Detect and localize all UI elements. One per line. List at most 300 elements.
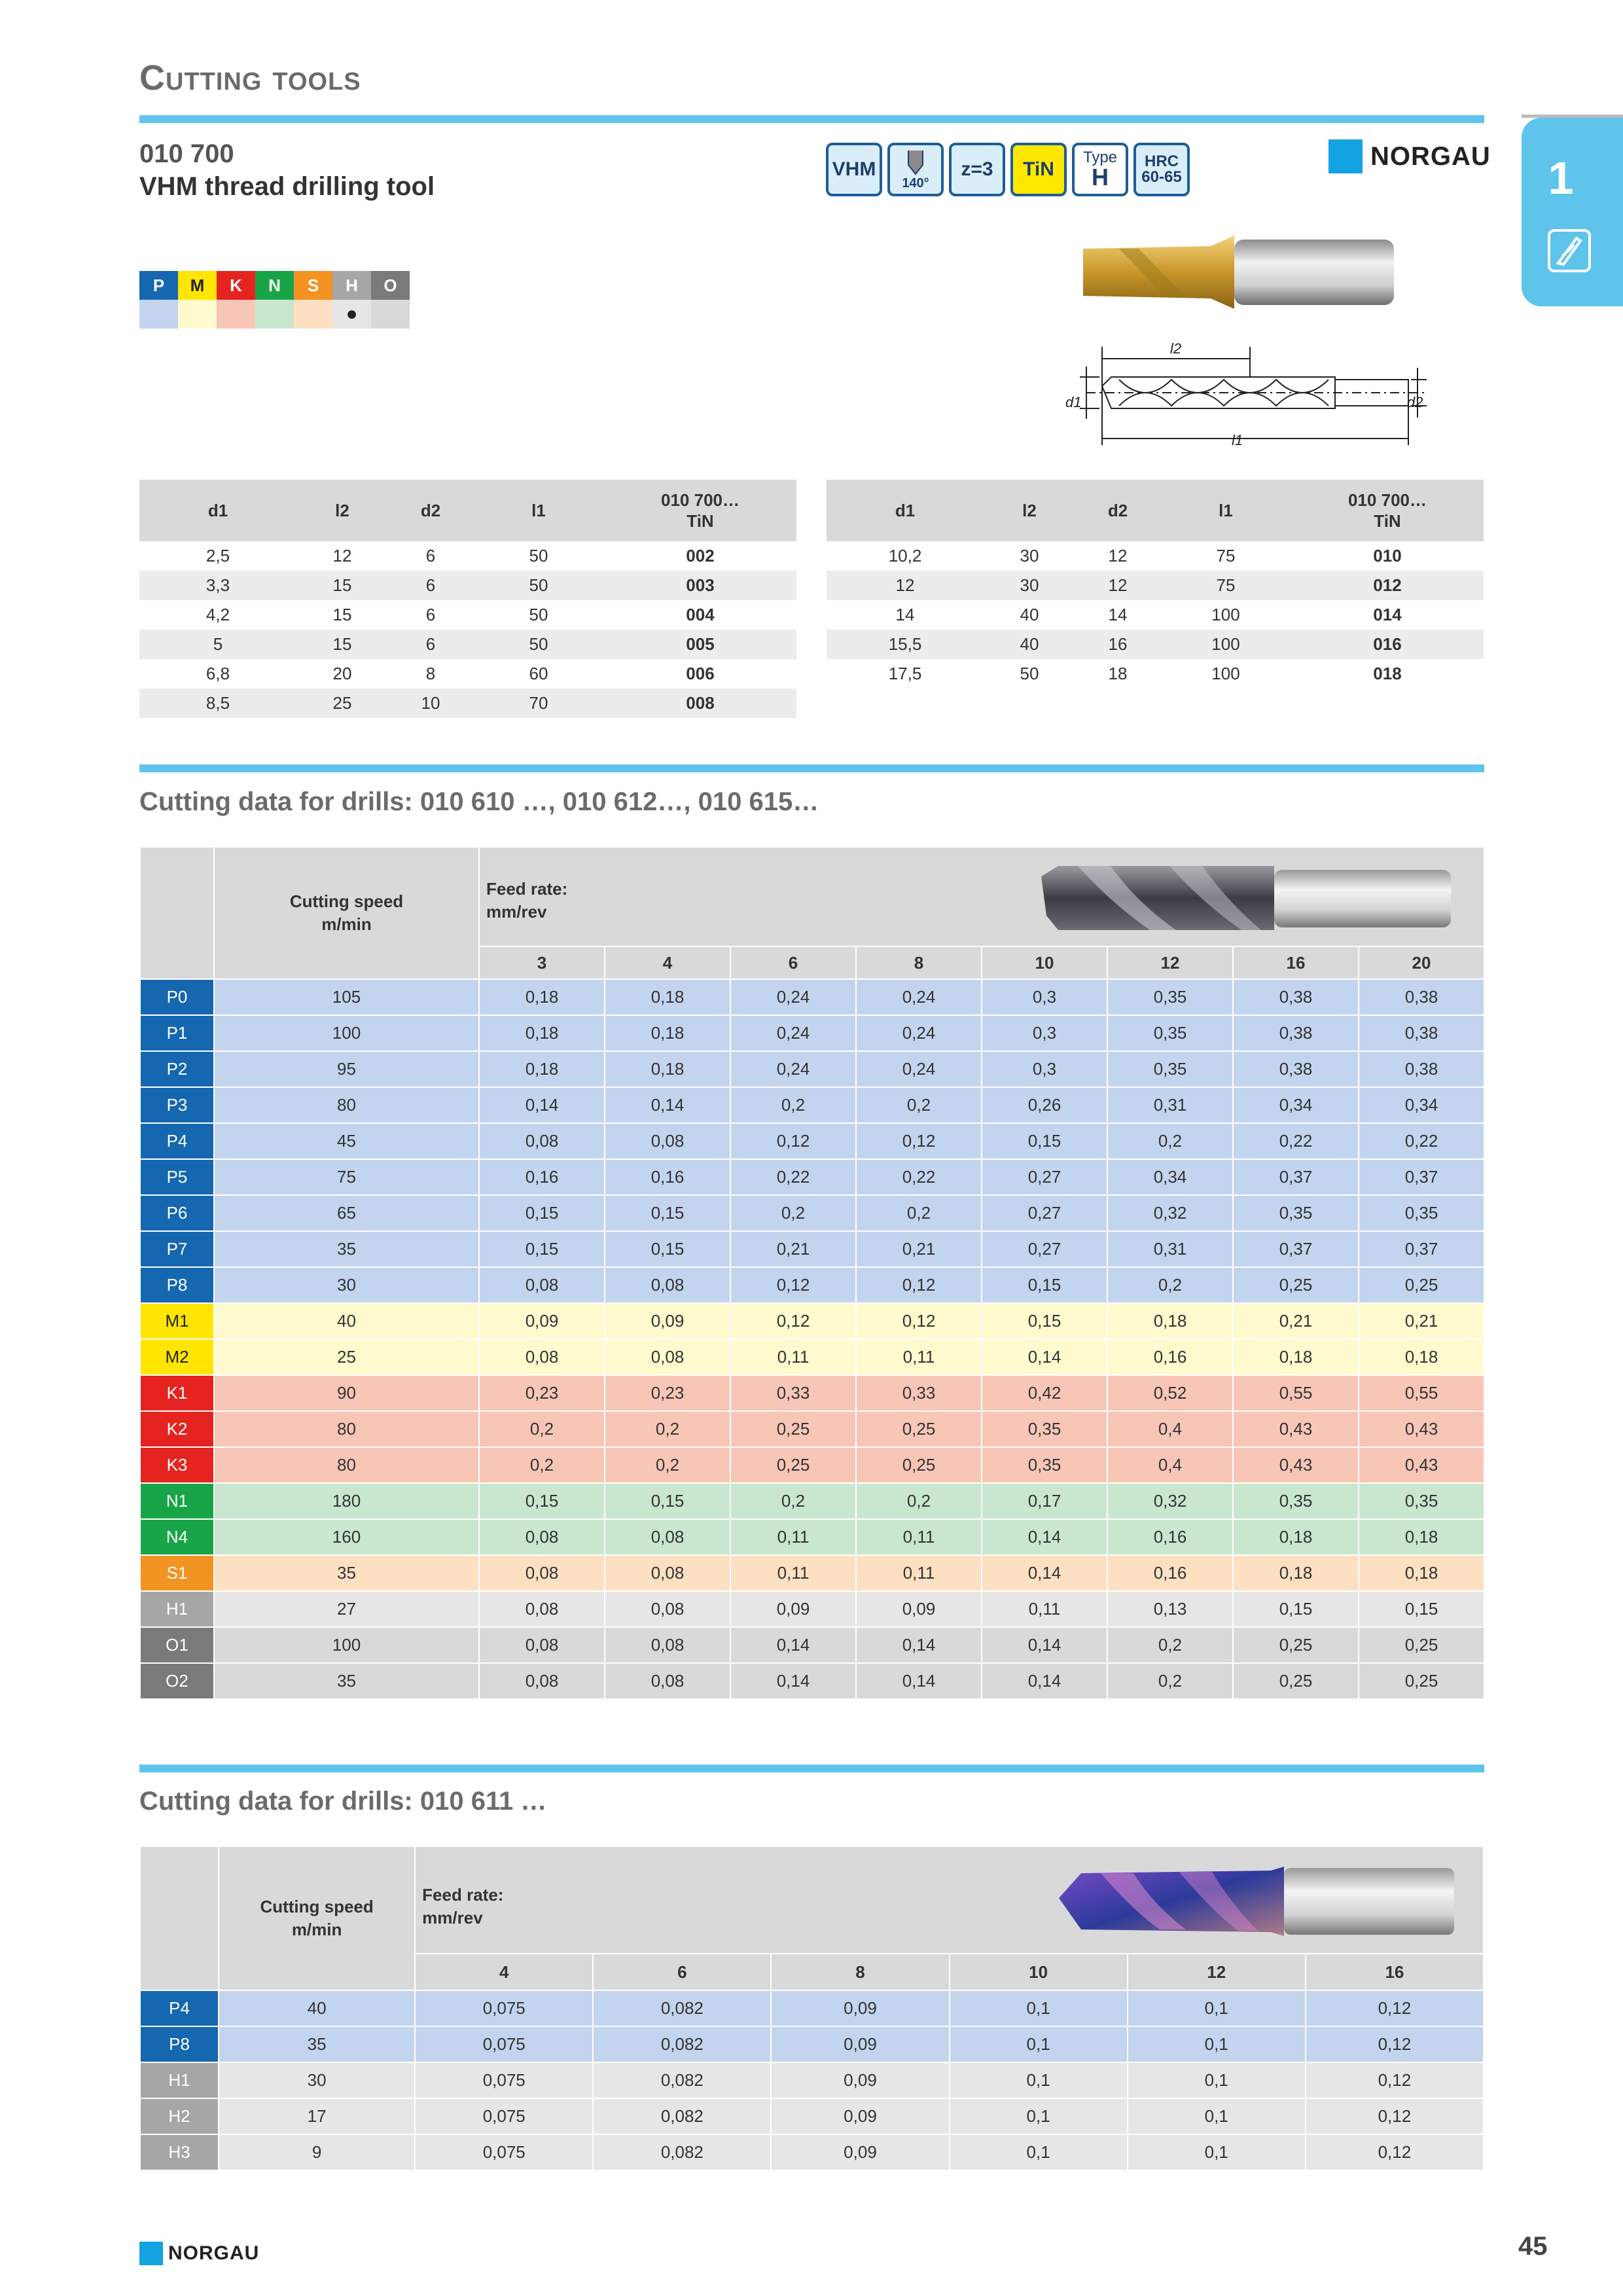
feed-rate-value: 0,24 [856, 1015, 982, 1051]
cutting-speed-value: 90 [214, 1375, 479, 1411]
feed-rate-value: 0,25 [856, 1411, 982, 1447]
feed-rate-value: 0,09 [771, 2134, 949, 2170]
material-group-K: K [217, 271, 255, 300]
feed-rate-value: 0,14 [730, 1627, 856, 1663]
feed-rate-value: 0,09 [479, 1303, 605, 1339]
material-code: K2 [140, 1411, 214, 1447]
cutting-speed-value: 17 [219, 2098, 415, 2134]
feed-rate-value: 0,43 [1359, 1447, 1484, 1483]
feed-rate-header [415, 1846, 1484, 1954]
diameter-header: 6 [593, 1954, 771, 1990]
feed-rate-value: 0,25 [1233, 1663, 1359, 1699]
feed-rate-value: 0,11 [730, 1555, 856, 1591]
material-code: P1 [140, 1015, 214, 1051]
size-value: 6 [425, 546, 436, 565]
dim-label-d1: d1 [1065, 394, 1082, 410]
feed-rate-value: 0,08 [605, 1555, 730, 1591]
order-code: 010 [1373, 546, 1402, 565]
chapter-tab[interactable] [1522, 118, 1623, 306]
feed-rate-value: 0,08 [479, 1123, 605, 1159]
feed-rate-value: 0,35 [1107, 1015, 1233, 1051]
feed-rate-value: 0,12 [730, 1123, 856, 1159]
header-rule [139, 115, 1484, 123]
feed-rate-value: 0,18 [1233, 1519, 1359, 1555]
feed-rate-value: 0,4 [1107, 1411, 1233, 1447]
feed-rate-value: 0,22 [856, 1159, 982, 1195]
feed-rate-unit: mm/rev [486, 902, 547, 922]
material-suitability-H [332, 300, 371, 329]
diameter-header: 20 [1359, 946, 1484, 979]
feed-rate-value: 0,17 [982, 1483, 1107, 1519]
feed-rate-value: 0,15 [1359, 1591, 1484, 1627]
order-code: 004 [686, 605, 715, 624]
size-value: 14 [895, 605, 915, 624]
feed-rate-value: 0,52 [1107, 1375, 1233, 1411]
cutting-speed-value: 35 [214, 1663, 479, 1699]
feed-rate-value: 0,25 [1359, 1663, 1484, 1699]
material-code: O1 [140, 1627, 214, 1663]
feed-rate-value: 0,12 [856, 1123, 982, 1159]
table-row [140, 1375, 1484, 1411]
table-row [140, 1015, 1484, 1051]
table-row [140, 1051, 1484, 1087]
section1-rule [139, 764, 1484, 772]
material-code: M2 [140, 1339, 214, 1375]
table-row [827, 600, 1484, 630]
cutting-speed-value: 75 [214, 1159, 479, 1195]
size-value: 25 [296, 689, 388, 718]
group-header-cell [140, 847, 214, 979]
feed-rate-value: 0,4 [1107, 1447, 1233, 1483]
cutting-speed-label: Cutting speed [260, 1896, 374, 1916]
feed-rate-value: 0,35 [1359, 1195, 1484, 1231]
diameter-header: 3 [479, 946, 605, 979]
material-suitability-S [294, 300, 332, 329]
section2-title: Cutting data for drills: 010 611 … [139, 1787, 547, 1816]
feed-rate-value: 0,14 [982, 1663, 1107, 1699]
table-row [140, 2026, 1484, 2062]
table-row [827, 571, 1484, 600]
feed-rate-value: 0,12 [730, 1267, 856, 1303]
badge-type-label: Type [1082, 149, 1118, 166]
feed-rate-value: 0,11 [856, 1555, 982, 1591]
size-value: 40 [984, 630, 1075, 659]
feed-rate-value: 0,27 [982, 1159, 1107, 1195]
feed-rate-value: 0,55 [1233, 1375, 1359, 1411]
feed-rate-value: 0,15 [605, 1483, 730, 1519]
feed-rate-value: 0,25 [1233, 1627, 1359, 1663]
feed-rate-value: 0,31 [1107, 1231, 1233, 1267]
feed-rate-value: 0,075 [415, 1990, 593, 2026]
feed-rate-value: 0,18 [1233, 1339, 1359, 1375]
cutting-speed-value: 100 [214, 1015, 479, 1051]
table-row [140, 1087, 1484, 1123]
material-suitability-K [217, 300, 255, 329]
feed-rate-value: 0,12 [1306, 2062, 1484, 2098]
table-row [140, 1339, 1484, 1375]
table-row [140, 1231, 1484, 1267]
feed-rate-value: 0,18 [479, 1015, 605, 1051]
size-value: 12 [827, 571, 984, 600]
size-value: 30 [984, 571, 1075, 600]
size-value: 4,2 [205, 605, 230, 624]
footer-brand-name: NORGAU [168, 2242, 260, 2264]
size-value: 100 [1160, 630, 1291, 659]
order-code: 012 [1291, 571, 1484, 600]
dimension-drawing [1060, 334, 1427, 465]
feed-rate-value: 0,38 [1359, 1015, 1484, 1051]
feed-rate-value: 0,2 [856, 1483, 982, 1519]
feed-rate-label: Feed rate: [486, 879, 568, 899]
material-code: K3 [140, 1447, 214, 1483]
material-code: H1 [140, 1591, 214, 1627]
badge-point-angle [887, 143, 944, 196]
order-code: 005 [604, 630, 796, 659]
col-l2: l2 [984, 480, 1075, 541]
feed-rate-value: 0,2 [479, 1447, 605, 1483]
size-value: 8 [425, 664, 436, 683]
order-code: 018 [1373, 664, 1402, 683]
feed-rate-value: 0,14 [982, 1555, 1107, 1591]
feed-rate-value: 0,25 [1359, 1267, 1484, 1303]
feed-rate-value: 0,1 [1128, 1990, 1306, 2026]
cutting-data-table-2 [139, 1846, 1484, 2171]
feed-rate-value: 0,35 [1107, 979, 1233, 1015]
cutting-speed-unit: m/min [321, 914, 372, 934]
page-number: 45 [1518, 2232, 1548, 2261]
size-value: 15 [296, 571, 388, 600]
size-value: 6 [388, 630, 473, 659]
feed-rate-value: 0,15 [982, 1303, 1107, 1339]
table-row [140, 1663, 1484, 1699]
cutting-speed-value: 160 [214, 1519, 479, 1555]
feed-rate-value: 0,35 [1359, 1483, 1484, 1519]
feed-rate-value: 0,21 [1233, 1303, 1359, 1339]
col-order-code-line1: 010 700… [1348, 490, 1427, 510]
cutting-data-table-1 [139, 846, 1485, 1700]
feed-rate-value: 0,3 [982, 1051, 1107, 1087]
feed-rate-value: 0,37 [1359, 1159, 1484, 1195]
feed-rate-value: 0,14 [982, 1627, 1107, 1663]
size-value: 50 [529, 605, 548, 624]
feed-rate-value: 0,09 [771, 2062, 949, 2098]
point-angle-icon [899, 149, 932, 175]
tool-photo [1080, 236, 1407, 309]
feed-rate-value: 0,24 [730, 979, 856, 1015]
size-value: 10,2 [888, 546, 922, 565]
table-row [140, 1483, 1484, 1519]
feed-rate-value: 0,09 [771, 1990, 949, 2026]
feed-rate-value: 0,38 [1359, 1051, 1484, 1087]
cutting-speed-value: 25 [214, 1339, 479, 1375]
feed-rate-value: 0,43 [1233, 1447, 1359, 1483]
feed-rate-value: 0,15 [605, 1231, 730, 1267]
size-value: 50 [473, 630, 604, 659]
drill-photo-1 [1039, 857, 1457, 938]
brand-square-icon [139, 2242, 163, 2265]
feed-rate-value: 0,34 [1359, 1087, 1484, 1123]
badge-hrc-value: 60-65 [1141, 168, 1182, 186]
material-group-N: N [255, 271, 294, 300]
feed-rate-value: 0,11 [856, 1519, 982, 1555]
order-code: 016 [1291, 630, 1484, 659]
feed-rate-value: 0,16 [605, 1159, 730, 1195]
feed-rate-label: Feed rate: [422, 1885, 504, 1905]
order-code: 006 [686, 664, 715, 683]
drill-photo-2 [1055, 1859, 1461, 1944]
table-row [140, 1411, 1484, 1447]
material-code: P3 [140, 1087, 214, 1123]
diameter-header: 12 [1107, 946, 1233, 979]
table-row [140, 2062, 1484, 2098]
table-row [139, 541, 796, 571]
feed-rate-value: 0,12 [856, 1303, 982, 1339]
feed-rate-value: 0,15 [605, 1195, 730, 1231]
feed-rate-value: 0,38 [1233, 1051, 1359, 1087]
diameter-header: 16 [1233, 946, 1359, 979]
feed-rate-value: 0,35 [1107, 1051, 1233, 1087]
material-code: P6 [140, 1195, 214, 1231]
feed-rate-value: 0,08 [605, 1663, 730, 1699]
feed-rate-value: 0,21 [730, 1231, 856, 1267]
feed-rate-value: 0,08 [605, 1627, 730, 1663]
badge-hrc-label: HRC [1145, 152, 1179, 170]
size-value: 15 [332, 605, 352, 624]
feed-rate-value: 0,082 [593, 1990, 771, 2026]
feed-rate-value: 0,18 [1359, 1519, 1484, 1555]
feed-rate-value: 0,31 [1107, 1087, 1233, 1123]
feed-rate-value: 0,09 [856, 1591, 982, 1627]
feed-rate-value: 0,22 [1359, 1123, 1484, 1159]
feed-rate-value: 0,16 [1107, 1519, 1233, 1555]
cutting-speed-value: 80 [214, 1447, 479, 1483]
material-code: P0 [140, 979, 214, 1015]
badge-hrc [1133, 143, 1190, 196]
table-row [139, 689, 796, 718]
material-suitability-P [139, 300, 178, 329]
table-row [140, 1990, 1484, 2026]
drill-icon [1548, 229, 1591, 272]
diameter-header: 8 [856, 946, 982, 979]
feed-rate-value: 0,2 [1107, 1663, 1233, 1699]
feed-rate-unit: mm/rev [422, 1908, 483, 1928]
size-table-left [139, 480, 796, 718]
col-d2: d2 [388, 480, 473, 541]
table-row [140, 2134, 1484, 2170]
feed-rate-value: 0,2 [1107, 1267, 1233, 1303]
feed-rate-value: 0,09 [605, 1303, 730, 1339]
table-row [140, 1159, 1484, 1195]
feed-rate-value: 0,24 [730, 1015, 856, 1051]
feed-rate-value: 0,082 [593, 2134, 771, 2170]
feed-rate-value: 0,13 [1107, 1591, 1233, 1627]
feed-rate-value: 0,12 [1306, 1990, 1484, 2026]
feed-rate-header [479, 847, 1484, 946]
feed-rate-value: 0,2 [730, 1195, 856, 1231]
order-code: 014 [1373, 605, 1402, 624]
badge-type-value: H [1092, 164, 1109, 190]
col-l1: l1 [473, 480, 604, 541]
feed-rate-value: 0,08 [605, 1519, 730, 1555]
table-row [827, 659, 1484, 689]
size-value: 17,5 [888, 664, 922, 683]
feed-rate-value: 0,21 [856, 1231, 982, 1267]
size-value: 15,5 [827, 630, 984, 659]
dim-label-d2: d2 [1407, 394, 1423, 410]
feed-rate-value: 0,12 [1306, 2098, 1484, 2134]
feed-rate-value: 0,1 [950, 1990, 1128, 2026]
feed-rate-value: 0,08 [479, 1555, 605, 1591]
table-row [140, 2098, 1484, 2134]
dim-label-l1: l1 [1232, 432, 1243, 448]
table-row [140, 1627, 1484, 1663]
feed-rate-value: 0,2 [605, 1447, 730, 1483]
table-row [139, 571, 796, 600]
feed-rate-value: 0,08 [479, 1519, 605, 1555]
col-order-code-line2: TiN [687, 511, 714, 531]
cutting-speed-value: 40 [214, 1303, 479, 1339]
feed-rate-value: 0,43 [1359, 1411, 1484, 1447]
order-code: 008 [604, 689, 796, 718]
col-l2: l2 [296, 480, 388, 541]
feed-rate-value: 0,42 [982, 1375, 1107, 1411]
diameter-header: 4 [415, 1954, 593, 1990]
footer-brand-logo [139, 2242, 259, 2265]
feed-rate-value: 0,11 [730, 1339, 856, 1375]
badge-material-text: VHM [832, 158, 876, 180]
feed-rate-value: 0,15 [1233, 1591, 1359, 1627]
feed-rate-value: 0,14 [479, 1087, 605, 1123]
feed-rate-value: 0,14 [856, 1663, 982, 1699]
col-d1: d1 [827, 480, 984, 541]
feed-rate-value: 0,21 [1359, 1303, 1484, 1339]
size-value: 20 [332, 664, 352, 683]
material-group-M: M [178, 271, 217, 300]
cutting-speed-value: 95 [214, 1051, 479, 1087]
badge-coating [1010, 143, 1067, 196]
feed-rate-value: 0,11 [856, 1339, 982, 1375]
size-value: 50 [473, 571, 604, 600]
col-order-code [1291, 480, 1484, 541]
feed-rate-value: 0,37 [1233, 1231, 1359, 1267]
material-code: P8 [140, 1267, 214, 1303]
size-value: 12 [1108, 546, 1128, 565]
feed-rate-value: 0,2 [479, 1411, 605, 1447]
cutting-speed-value: 80 [214, 1411, 479, 1447]
feed-rate-value: 0,08 [479, 1339, 605, 1375]
table-row [140, 1447, 1484, 1483]
size-value: 75 [1216, 546, 1236, 565]
feed-rate-value: 0,12 [1306, 2026, 1484, 2062]
size-value: 60 [529, 664, 548, 683]
cutting-speed-value: 40 [219, 1990, 415, 2026]
feed-rate-value: 0,08 [605, 1123, 730, 1159]
cutting-speed-header [219, 1846, 415, 1990]
size-value: 18 [1108, 664, 1128, 683]
feed-rate-value: 0,38 [1359, 979, 1484, 1015]
table-row [139, 659, 796, 689]
size-value: 2,5 [205, 546, 230, 565]
feed-rate-value: 0,09 [771, 2026, 949, 2062]
col-order-code [604, 480, 796, 541]
material-code: N1 [140, 1483, 214, 1519]
material-code: P7 [140, 1231, 214, 1267]
material-code: K1 [140, 1375, 214, 1411]
table-row [140, 1555, 1484, 1591]
feed-rate-value: 0,43 [1233, 1411, 1359, 1447]
feed-rate-value: 0,1 [950, 2098, 1128, 2134]
size-value: 6,8 [205, 664, 230, 683]
feed-rate-value: 0,11 [982, 1591, 1107, 1627]
badge-material [826, 143, 882, 196]
badge-flutes [949, 143, 1005, 196]
feed-rate-value: 0,16 [1107, 1339, 1233, 1375]
cutting-speed-header [214, 847, 479, 979]
badge-angle-text: 140° [902, 176, 929, 190]
brand-name: NORGAU [1370, 141, 1491, 171]
feed-rate-value: 0,24 [730, 1051, 856, 1087]
material-suitability-M [178, 300, 217, 329]
cutting-speed-value: 30 [214, 1267, 479, 1303]
feed-rate-value: 0,2 [1107, 1123, 1233, 1159]
feed-rate-value: 0,22 [1233, 1123, 1359, 1159]
feed-rate-value: 0,082 [593, 2062, 771, 2098]
feed-rate-value: 0,14 [856, 1627, 982, 1663]
feed-rate-value: 0,22 [730, 1159, 856, 1195]
feed-rate-value: 0,2 [1107, 1627, 1233, 1663]
feed-rate-value: 0,27 [982, 1231, 1107, 1267]
diameter-header: 10 [950, 1954, 1128, 1990]
cutting-speed-unit: m/min [291, 1920, 342, 1939]
feed-rate-value: 0,18 [605, 1051, 730, 1087]
feed-rate-value: 0,2 [730, 1483, 856, 1519]
cutting-speed-value: 35 [214, 1231, 479, 1267]
feed-rate-value: 0,25 [856, 1447, 982, 1483]
feed-rate-value: 0,27 [982, 1195, 1107, 1231]
feed-rate-value: 0,35 [1233, 1483, 1359, 1519]
material-code: P2 [140, 1051, 214, 1087]
suitable-dot-icon: ● [346, 303, 358, 325]
feed-rate-value: 0,18 [605, 979, 730, 1015]
size-value: 5 [139, 630, 296, 659]
size-value: 75 [1160, 571, 1291, 600]
feed-rate-value: 0,16 [479, 1159, 605, 1195]
feed-rate-value: 0,1 [950, 2026, 1128, 2062]
brand-square-icon [1329, 139, 1363, 173]
feed-rate-value: 0,1 [1128, 2134, 1306, 2170]
material-code: P8 [140, 2026, 219, 2062]
table-row [140, 1267, 1484, 1303]
table-row [140, 1195, 1484, 1231]
feed-rate-value: 0,18 [479, 1051, 605, 1087]
feed-rate-value: 0,35 [982, 1447, 1107, 1483]
feed-rate-value: 0,1 [950, 2134, 1128, 2170]
table-row [140, 1303, 1484, 1339]
feed-rate-value: 0,3 [982, 979, 1107, 1015]
cutting-speed-value: 80 [214, 1087, 479, 1123]
feed-rate-value: 0,3 [982, 1015, 1107, 1051]
size-value: 12 [1075, 571, 1160, 600]
feed-rate-value: 0,12 [856, 1267, 982, 1303]
feed-rate-value: 0,18 [1359, 1555, 1484, 1591]
diameter-header: 16 [1306, 1954, 1484, 1990]
feed-rate-value: 0,33 [730, 1375, 856, 1411]
material-code: H2 [140, 2098, 219, 2134]
material-suitability-N [255, 300, 294, 329]
badge-type [1072, 143, 1128, 196]
cutting-speed-label: Cutting speed [289, 891, 404, 911]
section2-rule [139, 1765, 1484, 1772]
